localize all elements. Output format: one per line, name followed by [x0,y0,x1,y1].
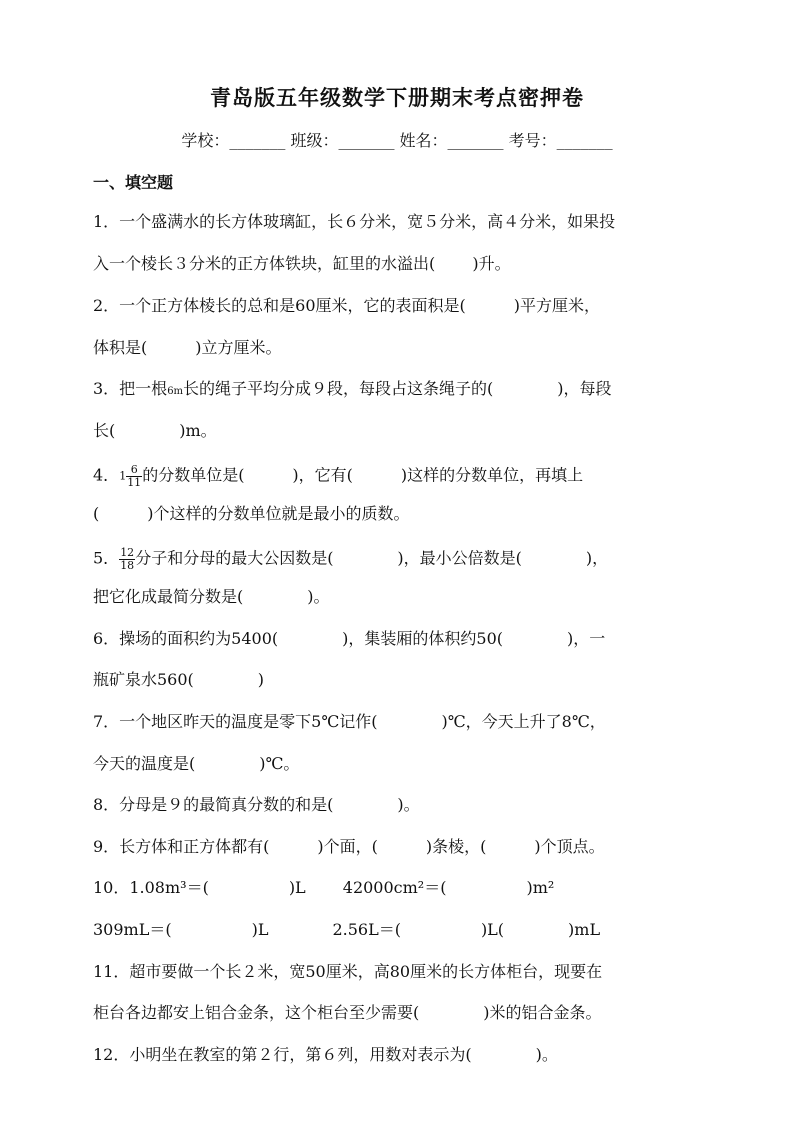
student-info-line: 学校：_______ 班级：_______ 姓名：_______ 考号：_______ [181,131,613,150]
q5-denominator: 18 [120,558,135,572]
question-11-line-2: 柜台各边都安上铝合金条，这个柜台至少需要( )米的铝合金条。 [93,1003,602,1022]
q3-suffix: 长的绳子平均分成９段，每段占这条绳子的( )，每段 [183,379,612,398]
question-12: 12．小明坐在教室的第２行，第６列，用数对表示为( )。 [93,1045,558,1064]
q5-fraction [119,547,135,571]
question-1-line-2: 入一个棱长３分米的正方体铁块，缸里的水溢出( )升。 [93,254,511,273]
question-10-line-2: 309mL＝( )L 2.56L＝( )L( )mL [93,920,601,939]
q4-whole-number: 1 [119,469,127,483]
question-6-line-1: 6．操场的面积约为5400( )，集装厢的体积约50( )，一 [93,629,606,648]
question-5-line-1 [93,547,608,571]
question-10-line-1: 10．1.08m³＝( )L 42000cm²＝( )m² [93,878,555,897]
question-6-line-2: 瓶矿泉水560( ) [93,670,265,689]
q4-suffix: 的分数单位是( )，它有( )这样的分数单位，再填上 [142,465,584,485]
q5-prefix: 5． [93,548,120,568]
question-1-line-1: 1．一个盛满水的长方体玻璃缸，长６分米，宽５分米，高４分米，如果投 [93,212,616,231]
question-2-line-2: 体积是( )立方厘米。 [93,338,282,357]
q4-fraction [126,464,142,488]
q5-suffix: 分子和分母的最大公因数是( )，最小公倍数是( )， [135,548,609,568]
question-3-line-2: 长( )m。 [93,421,217,440]
question-8: 8．分母是９的最简真分数的和是( )。 [93,795,420,814]
question-5-line-2: 把它化成最简分数是( )。 [93,587,330,606]
q4-denominator: 11 [127,475,142,489]
q4-numerator: 6 [126,464,142,477]
question-11-line-1: 11．超市要做一个长２米，宽50厘米，高80厘米的长方体柜台，现要在 [93,962,603,981]
section-heading: 一、填空题 [93,173,174,192]
question-7-line-2: 今天的温度是( )℃。 [93,754,300,773]
question-4-line-2: ( )个这样的分数单位就是最小的质数。 [93,504,410,523]
question-2-line-1: 2．一个正方体棱长的总和是60厘米，它的表面积是( )平方厘米， [93,296,601,315]
q5-numerator: 12 [120,546,135,559]
q3-prefix: 3．把一根 [93,379,168,398]
q4-prefix: 4． [93,465,120,485]
question-7-line-1: 7．一个地区昨天的温度是零下5℃记作( )℃，今天上升了8℃， [93,712,606,731]
q3-unit: 6m [167,386,184,397]
question-4-line-1 [93,464,583,488]
question-9: 9．长方体和正方体都有( )个面，( )条棱，( )个顶点。 [93,837,605,856]
page-title: 青岛版五年级数学下册期末考点密押卷 [210,85,584,110]
question-3-line-1 [93,381,612,397]
